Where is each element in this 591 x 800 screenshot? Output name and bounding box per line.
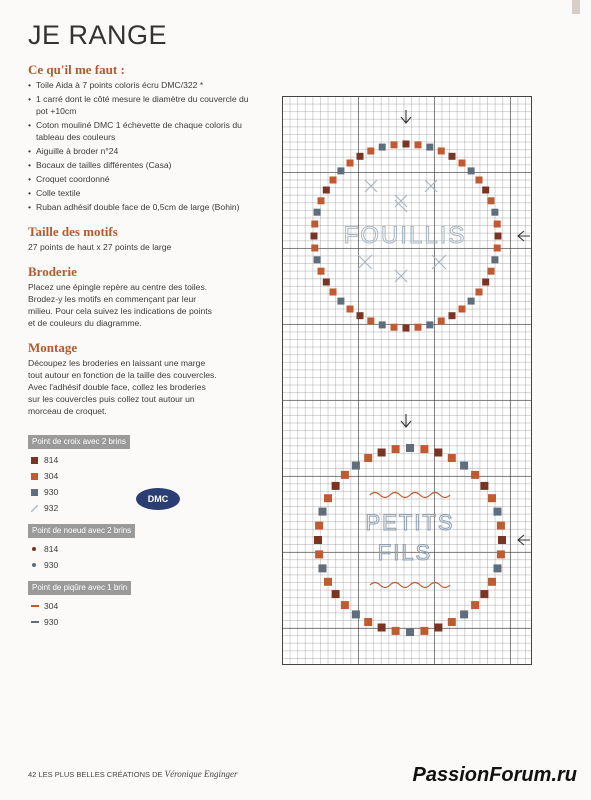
legend-cross-heading: Point de croix avec 2 brins (28, 435, 130, 449)
watermark: PassionForum.ru (412, 764, 577, 786)
chart-word-fouillis: FOUILLIS (343, 222, 467, 249)
list-item: • 1 carré dont le côté mesure le diamètre du couvercle du pot +10cm (28, 93, 256, 117)
page-number: 42 (28, 770, 37, 779)
list-item: • Colle textile (28, 187, 256, 199)
knot-814-icon (32, 547, 36, 551)
legend-row (28, 557, 256, 573)
backstitch-930-icon (31, 621, 39, 623)
legend-code: 930 (44, 617, 59, 627)
assembly-text: Découpez les broderies en laissant une marge tout autour en fonction de la taille des couvercles. Avec l'adhésif double face, collez les broderies sur les couvercles puis collez tout autour un morceau de croquet. (28, 358, 217, 416)
author-signature: Véronique Enginger (164, 769, 238, 779)
list-item: • Ruban adhésif double face de 0,5cm de large (Bohin) (28, 201, 256, 213)
list-item: • Coton mouliné DMC 1 échevette de chaque coloris du tableau des couleurs (28, 119, 256, 143)
swatch-930 (31, 489, 38, 496)
list-item: • Aiguille à broder n°24 (28, 145, 256, 157)
legend-code: 304 (44, 601, 59, 611)
list-item: • Bocaux de tailles différentes (Casa) (28, 159, 256, 171)
materials-heading: Ce qu'il me faut : (28, 62, 125, 77)
swatch-814 (31, 457, 38, 464)
cross-stitch-chart (282, 96, 532, 665)
size-text: 27 points de haut x 27 points de large (28, 242, 172, 252)
knot-930-icon (32, 563, 36, 567)
page-footer (28, 769, 238, 779)
chart-word-fils: FILS (377, 540, 433, 565)
footer-text: LES PLUS BELLES CRÉATIONS DE (38, 770, 163, 779)
legend-row (28, 452, 256, 468)
legend-row (28, 598, 256, 614)
swatch-304 (31, 473, 38, 480)
list-item: • Croquet coordonné (28, 173, 256, 185)
backstitch-304-icon (31, 605, 39, 607)
legend-code: 930 (44, 487, 59, 497)
page-title: JE RANGE (28, 20, 168, 50)
instructions-column (28, 64, 256, 630)
legend-row (28, 468, 256, 484)
legend-code: 930 (44, 560, 59, 570)
legend-row (28, 541, 256, 557)
legend-code: 814 (44, 544, 59, 554)
legend-row (28, 614, 256, 630)
embroidery-text: Placez une épingle repère au centre des toiles. Brodez-y les motifs en commençant par leur milieu. Pour cela suivez les indications de points et de couleurs du diagramme. (28, 282, 212, 328)
legend (28, 427, 256, 630)
legend-back-heading: Point de piqûre avec 1 brin (28, 581, 131, 595)
size-heading: Taille des motifs (28, 224, 118, 239)
assembly-heading: Montage (28, 340, 78, 355)
legend-code: 814 (44, 455, 59, 465)
materials-list (28, 79, 256, 213)
list-item: • Toile Aida à 7 points coloris écru DMC/322 * (28, 79, 256, 91)
legend-knot-heading: Point de noeud avec 2 brins (28, 524, 135, 538)
chart-word-petits: PETITS (365, 510, 455, 535)
dmc-logo: DMC (136, 488, 180, 510)
embroidery-heading: Broderie (28, 264, 77, 279)
page-corner-mark (572, 0, 580, 14)
legend-code: 304 (44, 471, 59, 481)
legend-code: 932 (44, 503, 59, 513)
half-stitch-932-icon (31, 505, 38, 512)
